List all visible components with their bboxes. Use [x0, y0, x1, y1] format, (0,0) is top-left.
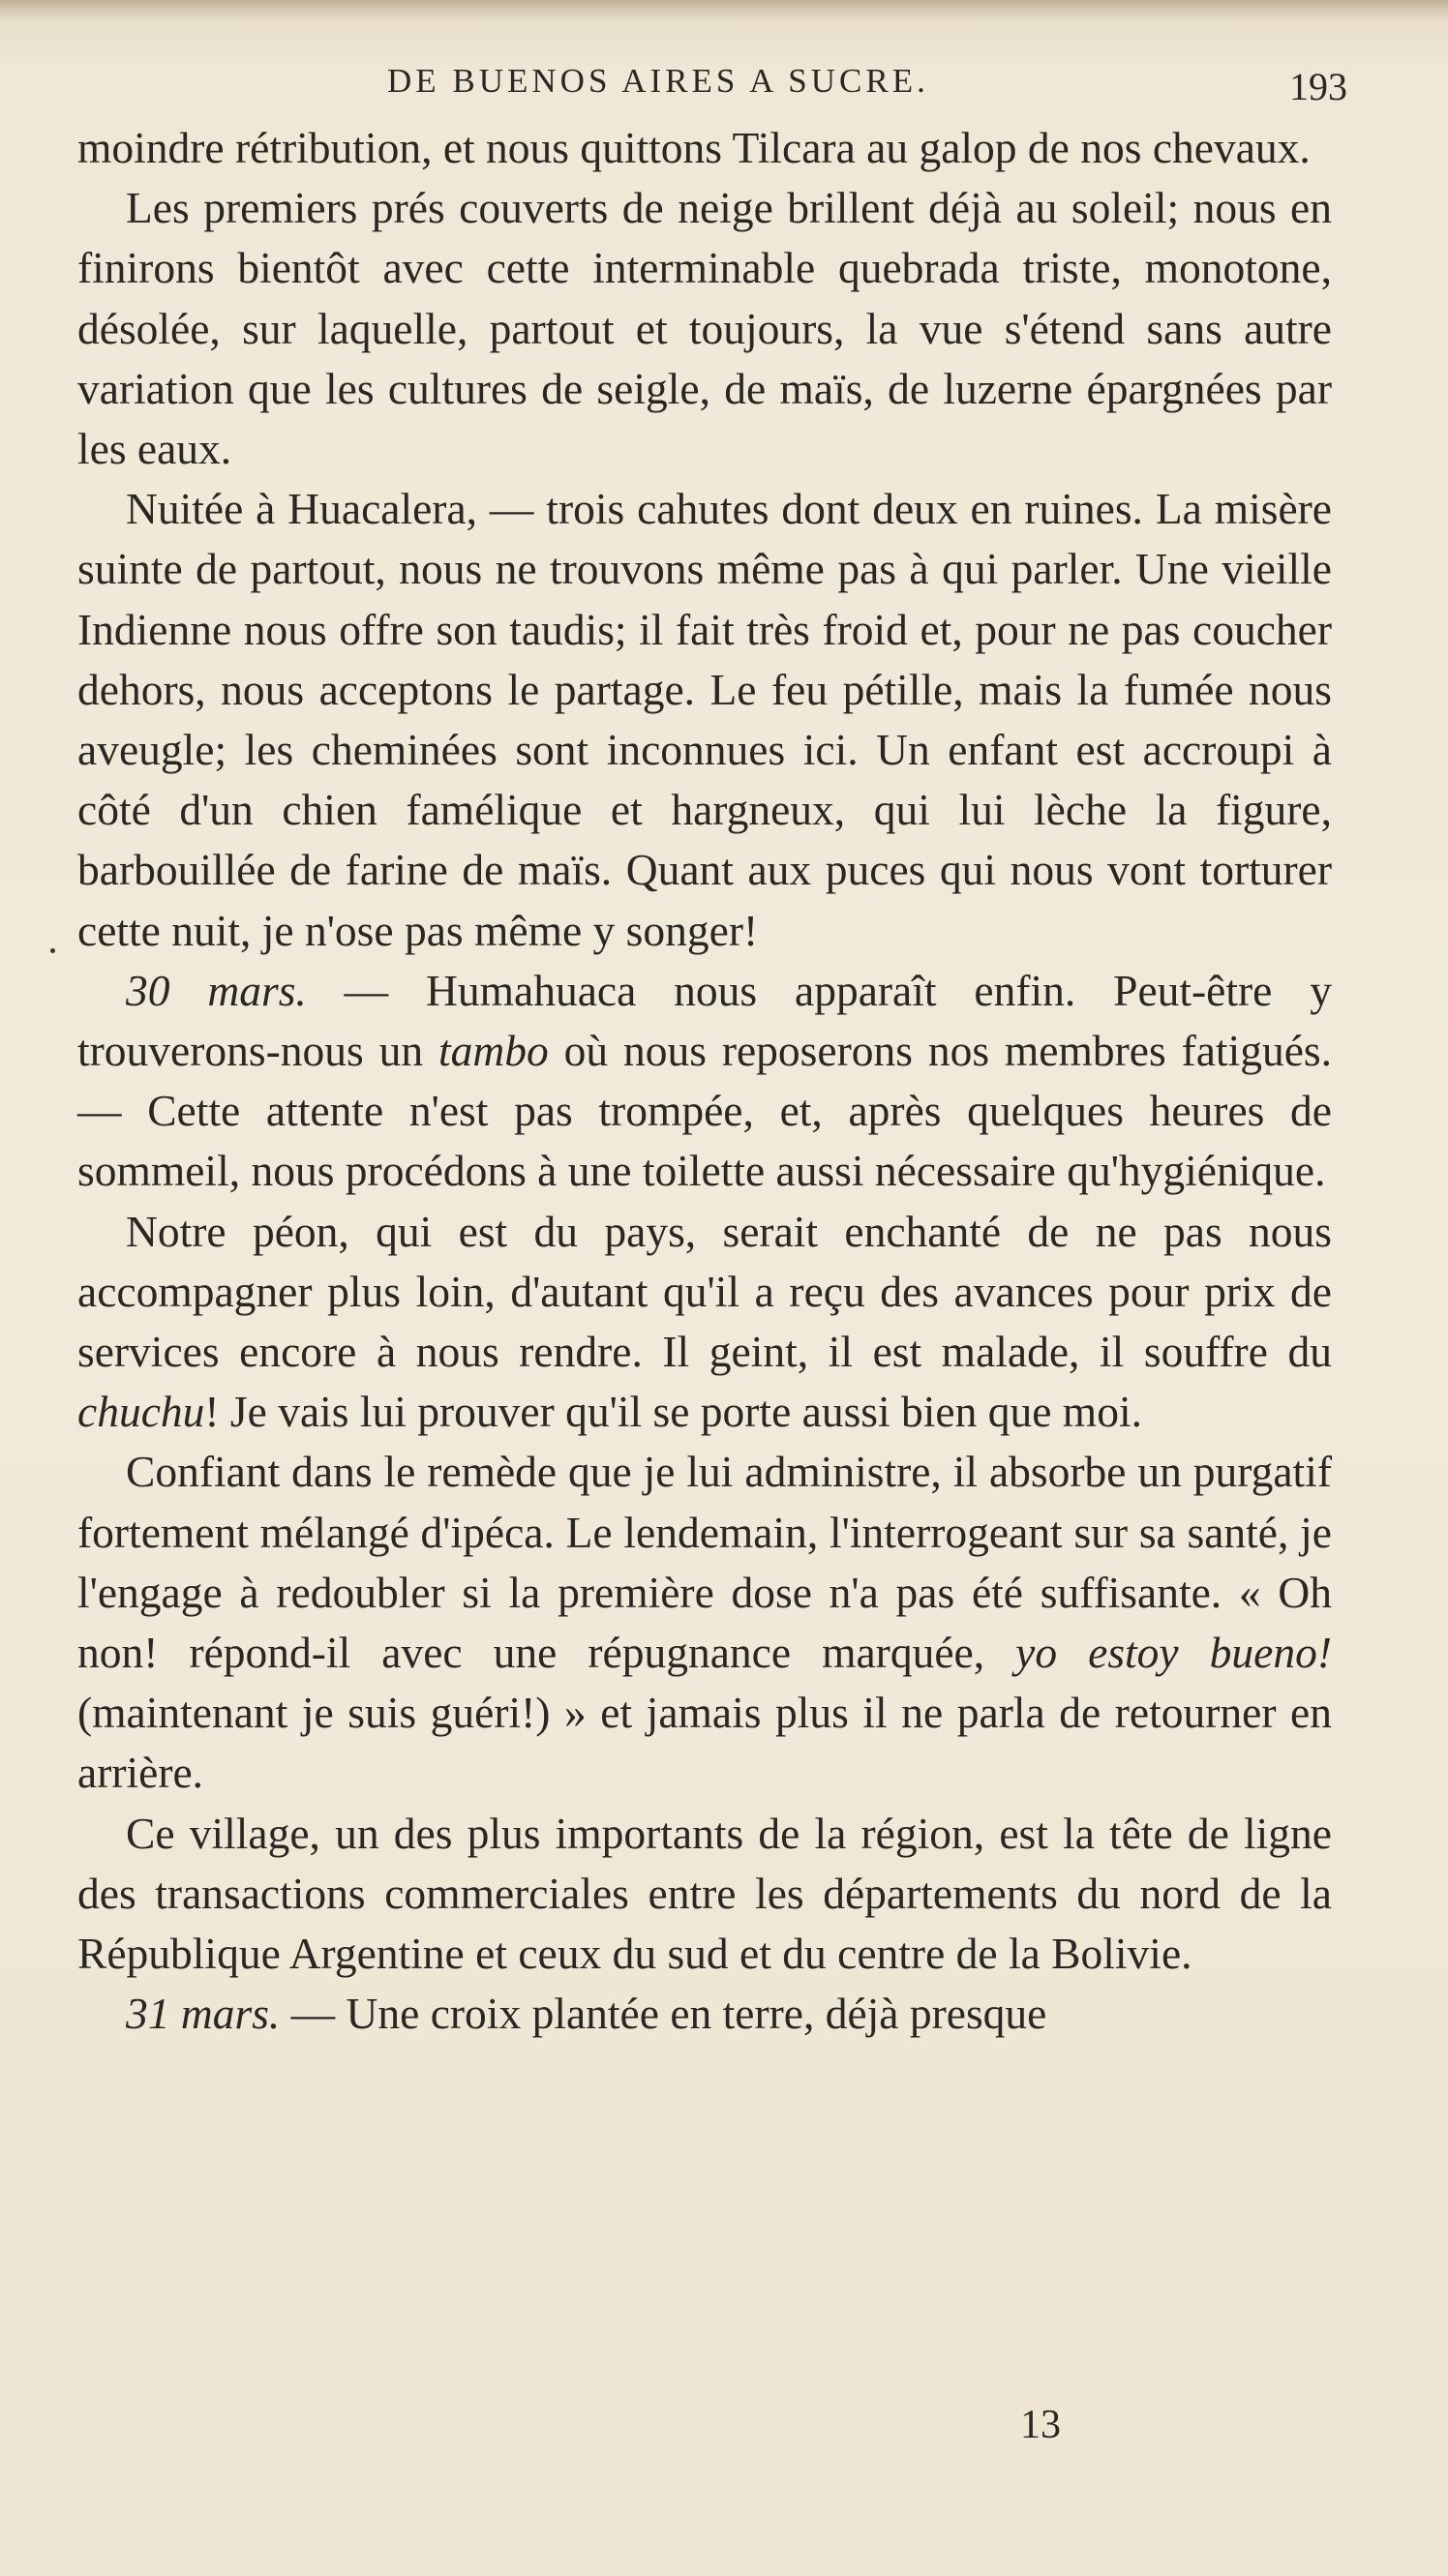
- paragraph-4-text-a: — Humahuaca nous apparaît enfin. Peut-être y trouverons-nous un: [77, 965, 1332, 1076]
- page-number: 193: [1289, 65, 1347, 108]
- paragraph-6-text-a: Confiant dans le remède que je lui administre, il absorbe un purgatif fortement mélangé d'ipéca. Le lendemain, l'interrogeant sur sa santé, je l'engage à redoubler si la première dose n'a pas été suffisante. « Oh non! répond-il avec une répugnance marquée,: [77, 1447, 1332, 1678]
- paragraph-1: moindre rétribution, et nous quittons Tilcara au galop de nos chevaux.: [77, 123, 1311, 172]
- paragraph-6-text-b: (maintenant je suis guéri!) » et jamais plus il ne parla de retourner en arrière.: [77, 1688, 1332, 1798]
- page-header: [68, 56, 1347, 114]
- paragraph-5-text-b: ! Je vais lui prouver qu'il se porte aussi bien que moi.: [204, 1387, 1142, 1437]
- paragraph-5-text-a: Notre péon, qui est du pays, serait enchanté de ne pas nous accompagner plus loin, d'autant qu'il a reçu des avances pour prix de services encore à nous rendre. Il geint, il est malade, il souffre du: [77, 1206, 1332, 1377]
- page-edge-shadow: [0, 0, 1448, 21]
- stray-ink-mark: [50, 948, 55, 953]
- paragraph-5: [77, 1202, 1332, 1443]
- word-chuchu: chuchu: [77, 1387, 205, 1437]
- running-title: DE BUENOS AIRES A SUCRE.: [387, 62, 929, 100]
- paragraph-3: Nuitée à Huacalera, — trois cahutes dont deux en ruines. La misère suinte de partout, nous ne trouvons même pas à qui parler. Une vieille Indienne nous offre son taudis; il fait très froid et, pour ne pas coucher dehors, nous acceptons le partage. Le feu pétille, mais la fumée nous aveugle; les cheminées sont inconnues ici. Un enfant est accroupi à côté d'un chien famélique et hargneux, qui lui lèche la figure, barbouillée de farine de maïs. Quant aux puces qui nous vont torturer cette nuit, je n'ose pas même y songer!: [77, 484, 1332, 955]
- word-tambo: tambo: [437, 1026, 549, 1076]
- paragraph-8-text-a: — Une croix plantée en terre, déjà presque: [280, 1989, 1047, 2039]
- paragraph-8: [77, 1984, 1332, 2044]
- date-30-mars: 30 mars.: [126, 965, 307, 1015]
- gathering-signature: 13: [1020, 2403, 1061, 2447]
- paragraph-7: Ce village, un des plus importants de la région, est la tête de ligne des transactions commerciales entre les départements du nord de la République Argentine et ceux du sud et du centre de la Bolivie.: [77, 1808, 1332, 1979]
- paragraph-4: [77, 961, 1332, 1202]
- body-text: [77, 118, 1332, 2045]
- spanish-quote: yo estoy bueno!: [1015, 1628, 1332, 1678]
- paragraph-4-text-b: où nous reposerons nos membres fatigués. — Cette attente n'est pas trompée, et, après quelques heures de sommeil, nous procédons à une toilette aussi nécessaire qu'hygiénique.: [77, 1026, 1332, 1196]
- paragraph-6: [77, 1442, 1332, 1803]
- date-31-mars: 31 mars.: [126, 1989, 281, 2039]
- paragraph-2: Les premiers prés couverts de neige brillent déjà au soleil; nous en finirons bientôt avec cette interminable quebrada triste, monotone, désolée, sur laquelle, partout et toujours, la vue s'étend sans autre variation que les cultures de seigle, de maïs, de luzerne épargnées par les eaux.: [77, 183, 1332, 474]
